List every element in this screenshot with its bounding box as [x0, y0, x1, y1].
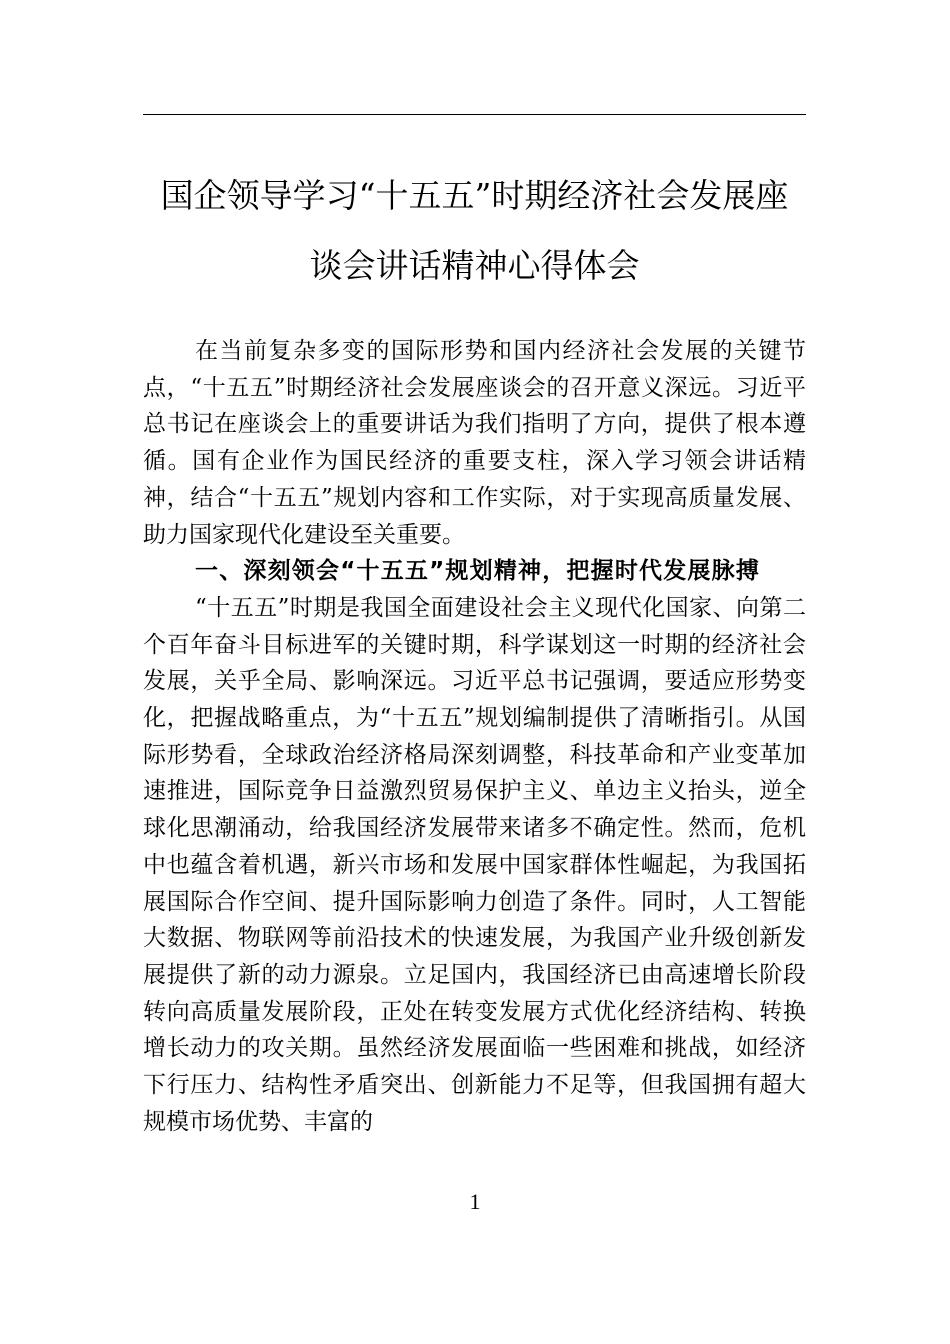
section-heading-1: 一、深刻领会“十五五”规划精神，把握时代发展脉搏 [195, 558, 761, 585]
title-line-1: 国企领导学习“十五五”时期经济社会发展座 [160, 176, 789, 215]
body-text [143, 333, 806, 1140]
title-line-2: 谈会讲话精神心得体会 [309, 246, 640, 285]
page-number: 1 [469, 1189, 481, 1214]
intro-paragraph: 在当前复杂多变的国际形势和国内经济社会发展的关键节点，“十五五”时期经济社会发展座谈会的召开意义深远。习近平总书记在座谈会上的重要讲话为我们指明了方向，提供了根本遵循。国有企业作为国民经济的重要支柱，深入学习领会讲话精神，结合“十五五”规划内容和工作实际，对于实现高质量发展、助力国家现代化建设至关重要。 [143, 338, 806, 548]
body-paragraph: “十五五”时期是我国全面建设社会主义现代化国家、向第二个百年奋斗目标进军的关键时期，科学谋划这一时期的经济社会发展，关乎全局、影响深远。习近平总书记强调，要适应形势变化，把握战略重点，为“十五五”规划编制提供了清晰指引。从国际形势看，全球政治经济格局深刻调整，科技革命和产业变革加速推进，国际竞争日益激烈贸易保护主义、单边主义抬头，逆全球化思潮涌动，给我国经济发展带来诸多不确定性。然而，危机中也蕴含着机遇，新兴市场和发展中国家群体性崛起，为我国拓展国际合作空间、提升国际影响力创造了条件。同时，人工智能大数据、物联网等前沿技术的快速发展，为我国产业升级创新发展提供了新的动力源泉。立足国内，我国经济已由高速增长阶段转向高质量发展阶段，正处在转变发展方式优化经济结构、转换增长动力的攻关期。虽然经济发展面临一些困难和挑战，如经济下行压力、结构性矛盾突出、创新能力不足等，但我国拥有超大规模市场优势、丰富的 [143, 594, 806, 1135]
header-rule [143, 114, 806, 115]
